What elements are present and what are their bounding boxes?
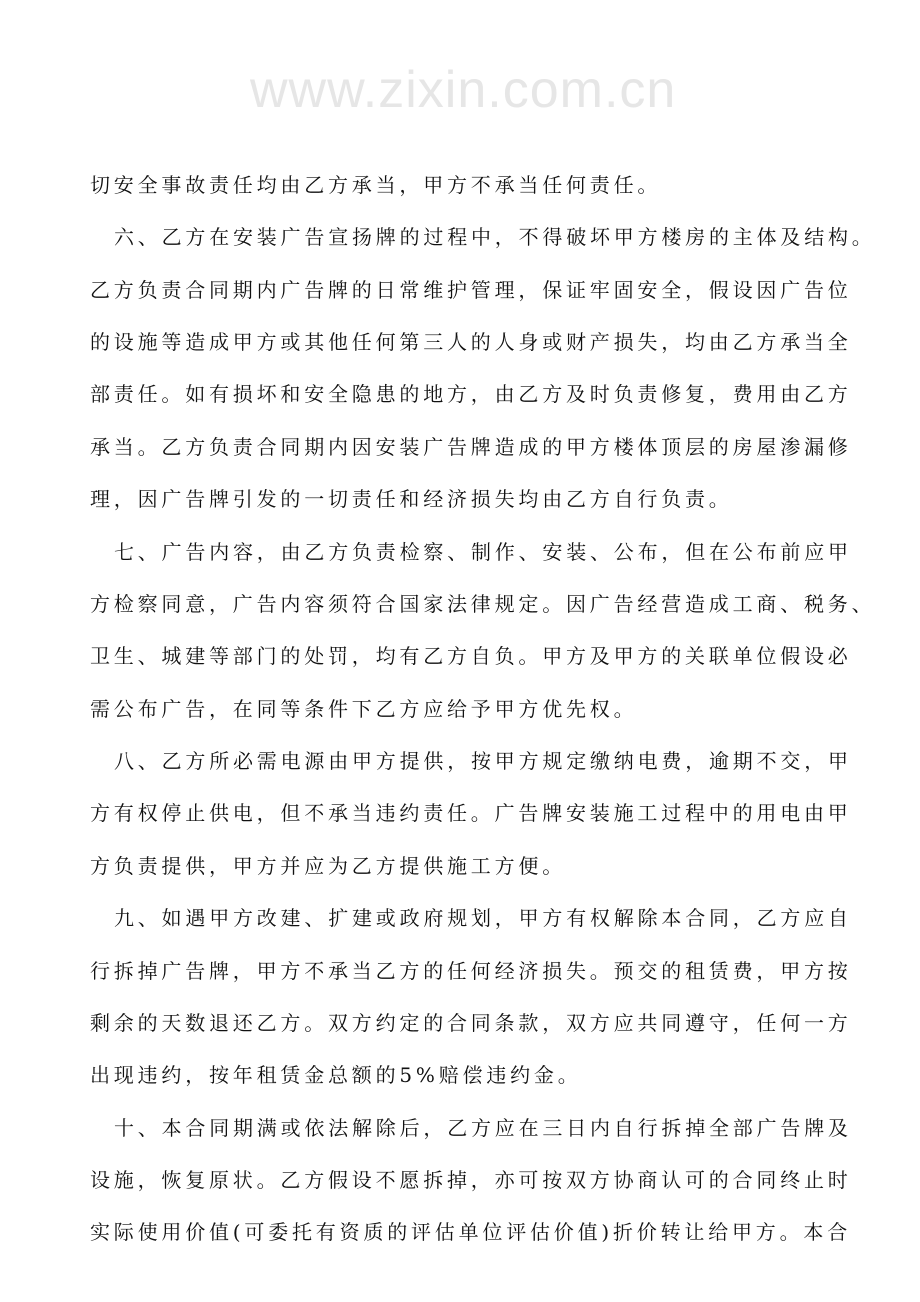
text-line: 方负责提供，甲方并应为乙方提供施工方便。 [90,854,566,878]
text-line: 理，因广告牌引发的一切责任和经济损失均由乙方自行负责。 [90,487,733,511]
text-line: 切安全事故责任均由乙方承当，甲方不承当任何责任。 [90,173,662,197]
clause-6-heading-line: 六、乙方在安装广告宣扬牌的过程中，不得破坏甲方楼房的主体及结构。 [114,225,876,249]
text-line: 乙方负责合同期内广告牌的日常维护管理，保证牢固安全，假设因广告位 [90,278,852,302]
text-line: 设施，恢复原状。乙方假设不愿拆掉，亦可按双方协商认可的合同终止时 [90,1168,852,1192]
clause-10-heading-line: 十、本合同期满或依法解除后，乙方应在三日内自行拆掉全部广告牌及 [114,1116,852,1140]
text-line: 方有权停止供电，但不承当违约责任。广告牌安装施工过程中的用电由甲 [90,801,852,825]
text-line: 行拆掉广告牌，甲方不承当乙方的任何经济损失。预交的租赁费，甲方按 [90,959,852,983]
text-line: 剩余的天数退还乙方。双方约定的合同条款，双方应共同遵守，任何一方 [90,1011,852,1035]
text-line: 部责任。如有损坏和安全隐患的地方，由乙方及时负责修复，费用由乙方 [90,382,852,406]
clause-7-heading-line: 七、广告内容，由乙方负责检察、制作、安装、公布，但在公布前应甲 [114,540,852,564]
text-line: 的设施等造成甲方或其他任何第三人的人身或财产损失，均由乙方承当全 [90,330,852,354]
text-line: 需公布广告，在同等条件下乙方应给予甲方优先权。 [90,697,638,721]
text-line: 承当。乙方负责合同期内因安装广告牌造成的甲方楼体顶层的房屋渗漏修 [90,435,852,459]
text-line: 实际使用价值(可委托有资质的评估单位评估价值)折价转让给甲方。本合 [90,1220,852,1244]
text-line: 出现违约，按年租赁金总额的5%赔偿违约金。 [90,1063,582,1087]
text-line: 卫生、城建等部门的处罚，均有乙方自负。甲方及甲方的关联单位假设必 [90,644,852,668]
clause-8-heading-line: 八、乙方所必需电源由甲方提供，按甲方规定缴纳电费，逾期不交，甲 [114,749,852,773]
watermark: www.zixin.com.cn [250,61,677,119]
clause-9-heading-line: 九、如遇甲方改建、扩建或政府规划，甲方有权解除本合同，乙方应自 [114,906,852,930]
text-line: 方检察同意，广告内容须符合国家法律规定。因广告经营造成工商、税务、 [90,592,876,616]
